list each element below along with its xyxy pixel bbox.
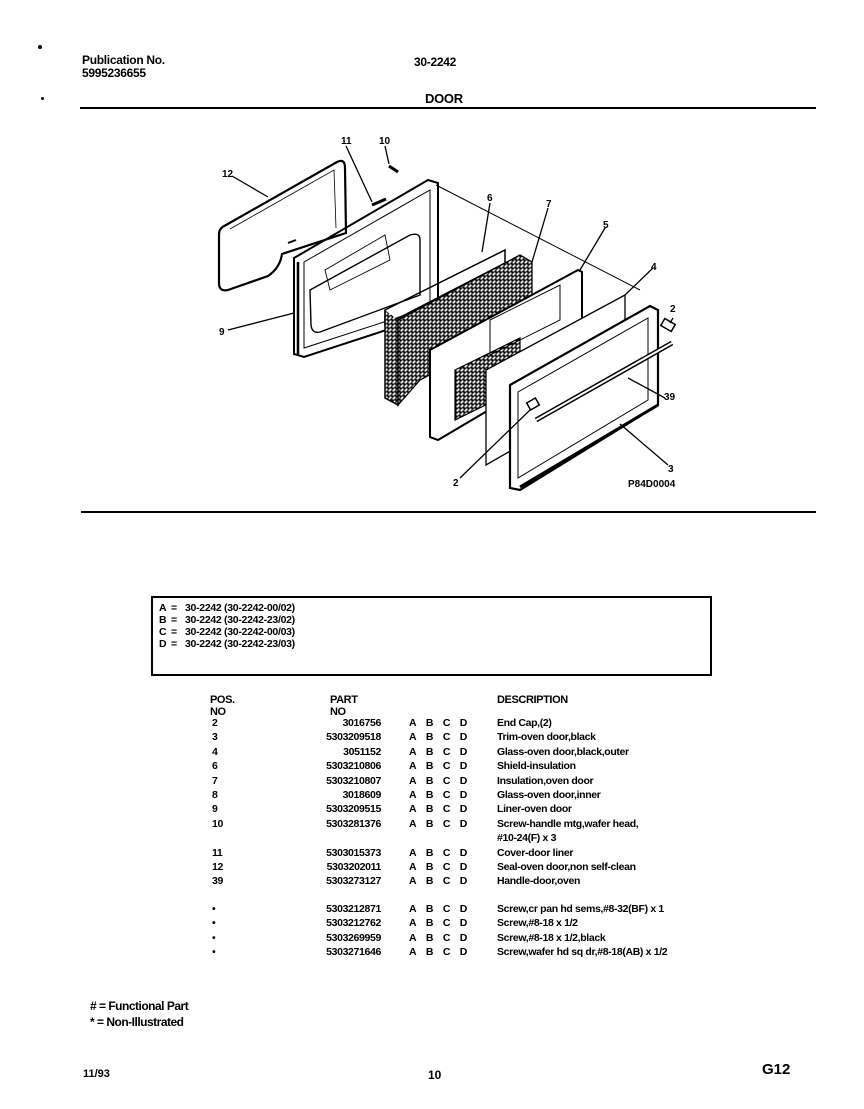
pos-no: 3 (212, 731, 218, 743)
header-rule (80, 107, 816, 109)
table-row (0, 874, 864, 888)
figure-id: P84D0004 (628, 479, 676, 490)
table-row (0, 846, 864, 860)
part-no: 5303015373 (326, 847, 381, 859)
table-row (0, 716, 864, 730)
pos-no: 8 (212, 789, 218, 801)
table-row (0, 802, 864, 816)
callout-3: 3 (668, 464, 674, 475)
callout-11: 11 (341, 136, 352, 147)
table-row (0, 730, 864, 744)
description: Trim-oven door,black (497, 731, 596, 743)
pos-no: 9 (212, 803, 218, 815)
part-no: 3018609 (342, 789, 381, 801)
model-key-box (151, 596, 712, 676)
part-no: 5303209515 (326, 803, 381, 815)
part-no: 5303209518 (326, 731, 381, 743)
description: Glass-oven door,black,outer (497, 746, 629, 758)
model-applicability: A B C D (409, 861, 467, 873)
callout-2-right: 2 (670, 304, 676, 315)
model-applicability: A B C D (409, 932, 467, 944)
header-description: DESCRIPTION (497, 694, 568, 706)
description: Screw,cr pan hd sems,#8-32(BF) x 1 (497, 903, 664, 915)
model-applicability: A B C D (409, 903, 467, 915)
callout-2-left: 2 (453, 478, 459, 489)
footer-date: 11/93 (83, 1068, 110, 1080)
description: Handle-door,oven (497, 875, 581, 887)
description: Insulation,oven door (497, 775, 594, 787)
footer-section-code: G12 (762, 1061, 791, 1078)
header-pos-no: POS. NO (210, 694, 235, 718)
model-applicability: A B C D (409, 731, 467, 743)
description: Screw,#8-18 x 1/2 (497, 917, 578, 929)
callout-10: 10 (379, 136, 391, 147)
model-key-a: A = 30-2242 (30-2242-00/02) (159, 602, 295, 614)
pos-no: 4 (212, 746, 218, 758)
legend-non-illustrated: * = Non-Illustrated (90, 1015, 184, 1029)
model-applicability: A B C D (409, 789, 467, 801)
margin-mark (41, 97, 44, 100)
callout-6: 6 (487, 193, 493, 204)
part-no: 5303202011 (326, 861, 381, 873)
pos-no: • (212, 917, 216, 929)
description: Shield-insulation (497, 760, 576, 772)
callout-39: 39 (664, 392, 676, 403)
description: Glass-oven door,inner (497, 789, 601, 801)
description-continued: #10-24(F) x 3 (497, 832, 557, 844)
part-no: 3016756 (342, 717, 381, 729)
pos-no: 12 (212, 861, 223, 873)
pos-no: 10 (212, 818, 223, 830)
table-row-continuation (0, 831, 864, 845)
callout-9: 9 (219, 327, 225, 338)
part-12-seal (219, 161, 346, 291)
pos-no: • (212, 903, 216, 915)
description: Seal-oven door,non self-clean (497, 861, 636, 873)
model-key-c: C = 30-2242 (30-2242-00/03) (159, 626, 295, 638)
table-row (0, 902, 864, 916)
margin-mark (38, 45, 42, 49)
model-key-d: D = 30-2242 (30-2242-23/03) (159, 638, 295, 650)
model-key-b: B = 30-2242 (30-2242-23/02) (159, 614, 295, 626)
part-no: 5303281376 (326, 818, 381, 830)
publication-number: 5995236655 (82, 66, 146, 80)
part-no: 5303210806 (326, 760, 381, 772)
description: Liner-oven door (497, 803, 572, 815)
model-applicability: A B C D (409, 746, 467, 758)
header-part-no: PART NO (330, 694, 358, 718)
pos-no: 7 (212, 775, 218, 787)
pos-no: • (212, 932, 216, 944)
part-no: 3051152 (343, 746, 381, 758)
description: Cover-door liner (497, 847, 574, 859)
model-applicability: A B C D (409, 847, 467, 859)
callout-7: 7 (546, 199, 552, 210)
pos-no: 39 (212, 875, 223, 887)
table-row (0, 817, 864, 831)
table-row (0, 745, 864, 759)
model-applicability: A B C D (409, 946, 467, 958)
callout-5: 5 (603, 220, 609, 231)
table-row (0, 788, 864, 802)
callout-4: 4 (651, 262, 657, 273)
pos-no: 6 (212, 760, 218, 772)
description: End Cap,(2) (497, 717, 552, 729)
model-applicability: A B C D (409, 818, 467, 830)
model-applicability: A B C D (409, 875, 467, 887)
description: Screw,wafer hd sq dr,#8-18(AB) x 1/2 (497, 946, 668, 958)
part-no: 5303269959 (326, 932, 381, 944)
description: Screw,#8-18 x 1/2,black (497, 932, 606, 944)
part-no: 5303273127 (326, 875, 381, 887)
model-applicability: A B C D (409, 917, 467, 929)
description: Screw-handle mtg,wafer head, (497, 818, 639, 830)
publication-label: Publication No. (82, 53, 165, 67)
section-title: DOOR (425, 91, 463, 106)
table-row (0, 931, 864, 945)
part-no: 5303212871 (326, 903, 381, 915)
pos-no: 11 (212, 847, 223, 859)
part-2-endcap-right (661, 319, 675, 332)
table-row (0, 945, 864, 959)
table-row (0, 759, 864, 773)
diagram-bottom-rule (81, 511, 816, 513)
exploded-door-diagram (200, 125, 720, 495)
part-no: 5303212762 (326, 917, 381, 929)
legend-functional: # = Functional Part (90, 999, 189, 1013)
model-applicability: A B C D (409, 775, 467, 787)
model-applicability: A B C D (409, 760, 467, 772)
model-number: 30-2242 (414, 55, 456, 69)
table-row (0, 860, 864, 874)
pos-no: • (212, 946, 216, 958)
table-row (0, 916, 864, 930)
part-no: 5303210807 (326, 775, 381, 787)
part-no: 5303271646 (326, 946, 381, 958)
table-row (0, 774, 864, 788)
pos-no: 2 (212, 717, 218, 729)
model-applicability: A B C D (409, 803, 467, 815)
model-applicability: A B C D (409, 717, 467, 729)
footer-page-number: 10 (428, 1068, 442, 1082)
callout-12: 12 (222, 169, 234, 180)
